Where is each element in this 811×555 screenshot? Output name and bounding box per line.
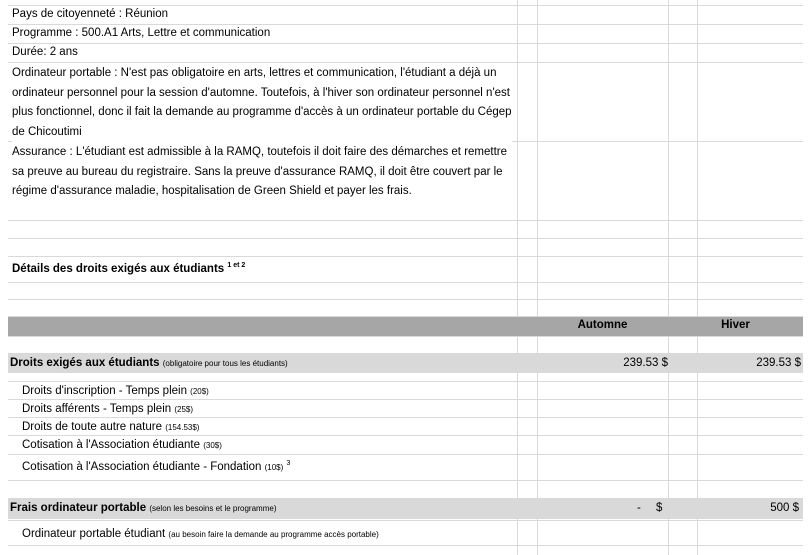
laptop-fees-autumn-dash[interactable]: -	[637, 502, 641, 514]
table-row[interactable]	[22, 401, 193, 418]
section-note: (obligatoire pour tous les étudiants)	[162, 359, 288, 368]
insurance-note-cell[interactable]: Assurance : L'étudiant est admissible à la RAMQ, toutefois il doit faire des démarches et remettre sa preuve au bureau du registraire. Sans la preuve d'assurance RAMQ, il doit être couvert par le régime d'assurance maladie, hospitalisation de Green Shield et payer les frais.	[12, 143, 512, 202]
laptop-note-cell[interactable]: Ordinateur portable : N'est pas obligatoire en arts, lettres et communication, l'étudiant a déjà un ordinateur personnel pour la session d'automne. Toutefois, à l'hiver son ordinateur personnel n'est plus fonctionnel, donc il fait la demande au programme d'accès à un ordinateur portable du Cégep de Chicoutimi	[12, 64, 512, 142]
column-divider	[697, 0, 698, 555]
section-title: Frais ordinateur portable	[10, 502, 147, 514]
table-row[interactable]	[22, 383, 209, 400]
details-footnote-ref: 1 et 2	[227, 262, 246, 270]
section-note: (selon les besoins et le programme)	[149, 504, 277, 513]
row-label: Ordinateur portable étudiant	[22, 528, 166, 540]
row-note: (20$)	[190, 387, 209, 396]
column-header-autumn[interactable]: Automne	[577, 319, 628, 331]
section-title: Droits exigés aux étudiants	[10, 357, 160, 369]
table-row[interactable]	[22, 526, 379, 543]
column-divider	[517, 0, 518, 555]
row-note: (25$)	[174, 405, 194, 414]
section-laptop-fees-label[interactable]	[10, 500, 276, 517]
program-cell[interactable]: Programme : 500.A1 Arts, Lettre et communication	[12, 27, 271, 39]
laptop-fees-winter-total[interactable]: 500 $	[770, 502, 799, 514]
row-label: Droits afférents - Temps plein	[22, 403, 172, 415]
section-student-fees-label[interactable]	[10, 355, 288, 372]
student-fees-winter-total[interactable]: 239.53 $	[756, 357, 801, 369]
laptop-fees-autumn-currency[interactable]: $	[656, 502, 663, 514]
duration-cell[interactable]: Durée: 2 ans	[12, 46, 78, 58]
table-row[interactable]	[22, 419, 199, 436]
row-label: Cotisation à l'Association étudiante	[22, 439, 200, 451]
row-note: (10$)	[264, 463, 284, 472]
student-fees-autumn-total[interactable]: 239.53 $	[623, 357, 668, 369]
row-label: Droits d'inscription - Temps plein	[22, 385, 187, 397]
row-label: Droits de toute autre nature	[22, 421, 162, 433]
table-row[interactable]	[22, 459, 290, 476]
column-header-winter[interactable]: Hiver	[721, 319, 750, 331]
details-title: Détails des droits exigés aux étudiants	[12, 263, 225, 275]
column-divider	[668, 0, 669, 555]
row-note: (au besoin faire la demande au programme accès portable)	[168, 530, 379, 539]
column-divider	[537, 0, 538, 555]
details-heading[interactable]	[12, 261, 245, 278]
row-footnote-ref: 3	[286, 460, 291, 468]
citizenship-cell[interactable]: Pays de citoyenneté : Réunion	[12, 8, 168, 20]
row-note: (30$)	[203, 441, 222, 450]
row-label: Cotisation à l'Association étudiante - Fondation	[22, 461, 262, 473]
row-note: (154.53$)	[165, 423, 200, 432]
table-row[interactable]	[22, 437, 222, 454]
